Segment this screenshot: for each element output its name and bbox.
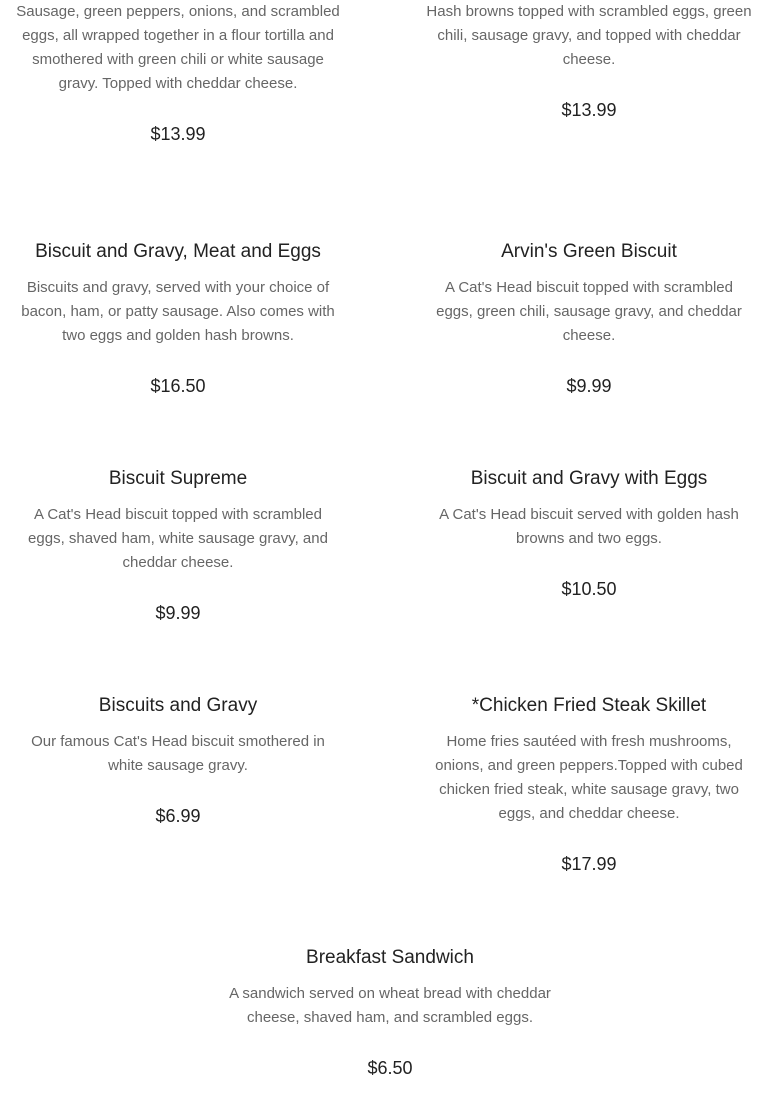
menu-item-description: Home fries sautéed with fresh mushrooms, onions, and green peppers.Topped with cubed chicken fried steak, white sausage gravy, two eggs, and cheddar cheese. <box>435 733 743 822</box>
menu-item-price: $13.99 <box>561 100 617 120</box>
menu-item <box>424 694 754 876</box>
menu-item-price: $9.99 <box>155 603 201 623</box>
menu-item-description: Biscuits and gravy, served with your choice of bacon, ham, or patty sausage. Also comes with two eggs and golden hash browns. <box>21 279 335 344</box>
menu-item-title: Biscuit and Gravy, Meat and Eggs <box>35 241 321 262</box>
menu-item-title: Arvin's Green Biscuit <box>501 241 677 262</box>
menu-item-description: A sandwich served on wheat bread with cheddar cheese, shaved ham, and scrambled eggs. <box>229 985 551 1026</box>
menu-item-description: A Cat's Head biscuit topped with scrambled eggs, green chili, sausage gravy, and cheddar cheese. <box>436 279 742 344</box>
menu-item-price: $17.99 <box>561 854 617 874</box>
menu-item-description: A Cat's Head biscuit served with golden hash browns and two eggs. <box>439 506 739 547</box>
menu-item-title: Biscuit Supreme <box>108 468 248 489</box>
menu-item <box>13 240 343 398</box>
menu-item <box>13 467 343 625</box>
menu-item-price: $6.50 <box>367 1058 413 1078</box>
menu-item-title: Biscuit and Gravy with Eggs <box>470 468 708 489</box>
menu-item-title: *Chicken Fried Steak Skillet <box>471 695 707 716</box>
menu-item-price: $16.50 <box>150 376 206 396</box>
menu-item <box>424 0 754 122</box>
menu-item-price: $13.99 <box>150 124 206 144</box>
menu-item-price: $10.50 <box>561 579 617 599</box>
menu-item <box>424 467 754 601</box>
menu-item-description: Sausage, green peppers, onions, and scrambled eggs, all wrapped together in a flour tortilla and smothered with green chili or white sausage gravy. Topped with cheddar cheese. <box>16 3 340 92</box>
menu-item-title: Breakfast Sandwich <box>306 947 474 968</box>
menu-item-price: $9.99 <box>566 376 612 396</box>
menu-item-description: Hash browns topped with scrambled eggs, green chili, sausage gravy, and topped with cheddar cheese. <box>426 3 752 68</box>
menu-item <box>13 0 343 146</box>
menu-item <box>424 240 754 398</box>
menu-item <box>13 694 343 828</box>
menu-item-description: Our famous Cat's Head biscuit smothered in white sausage gravy. <box>31 733 325 774</box>
menu-item <box>225 946 555 1080</box>
menu-item-title: Biscuits and Gravy <box>98 695 258 716</box>
menu-item-description: A Cat's Head biscuit topped with scrambled eggs, shaved ham, white sausage gravy, and cheddar cheese. <box>28 506 328 571</box>
menu-item-price: $6.99 <box>155 806 201 826</box>
